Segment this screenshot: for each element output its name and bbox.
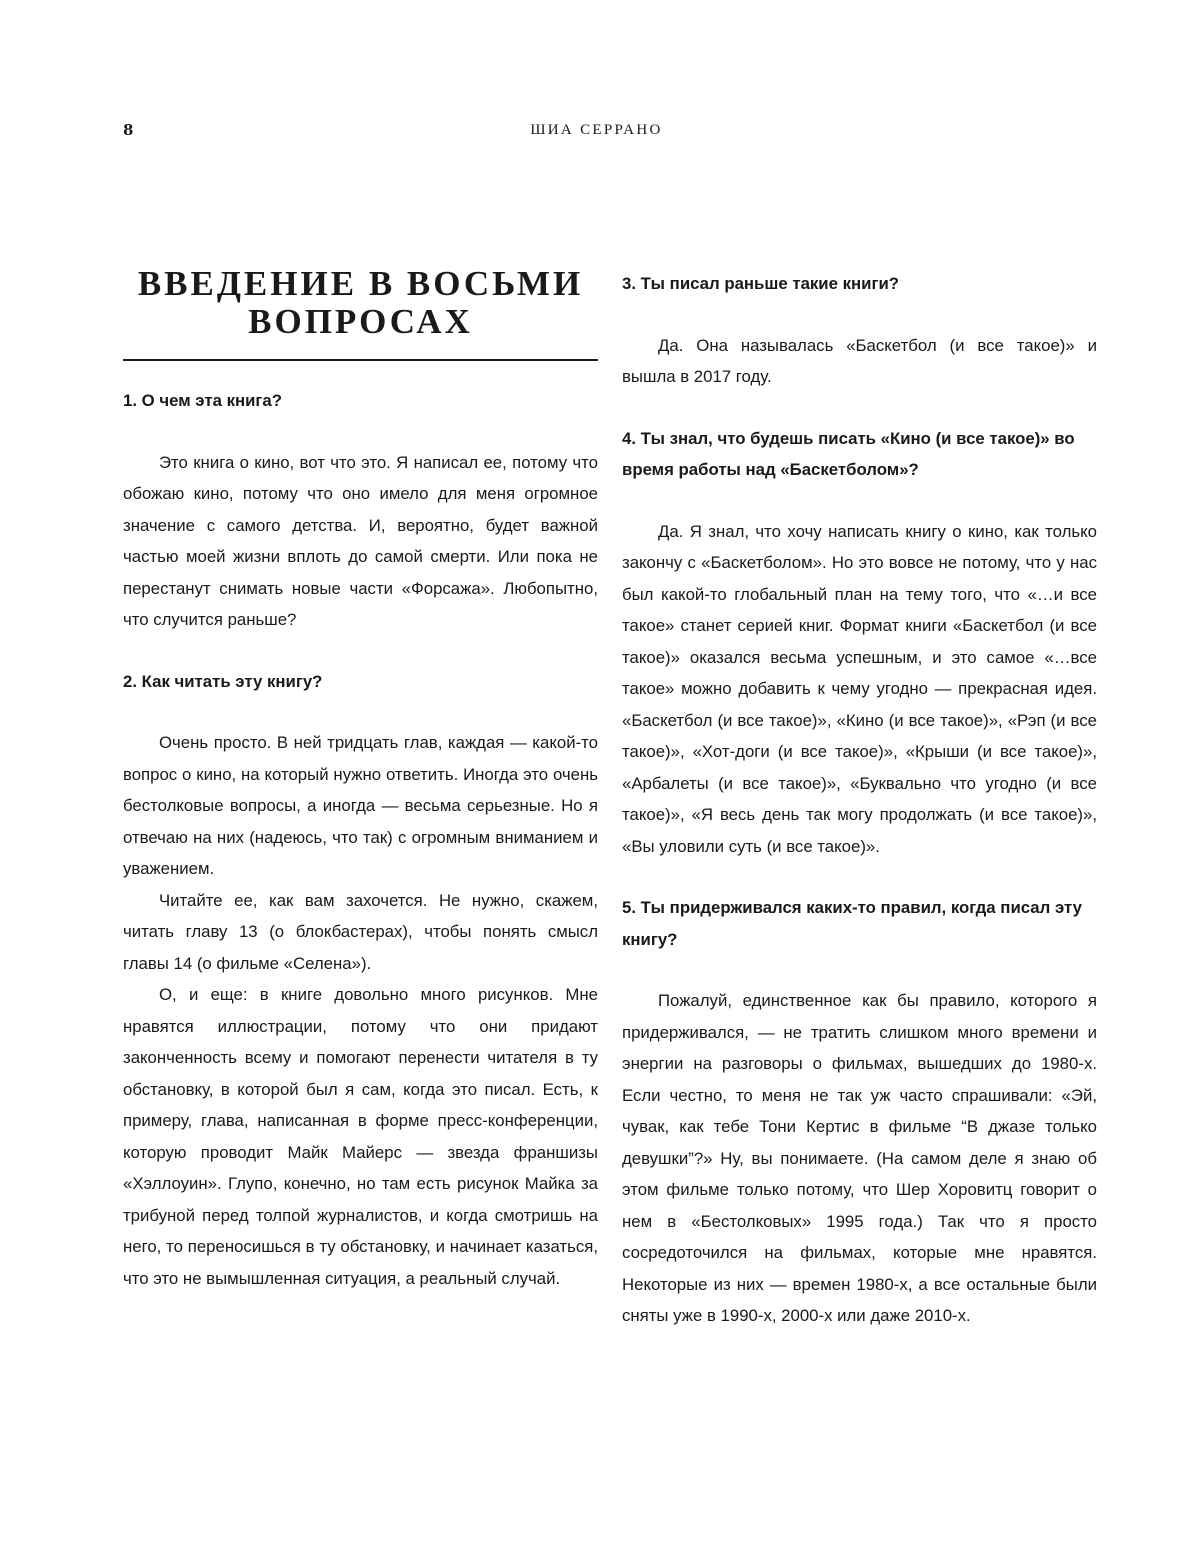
running-title-author: ШИА СЕРРАНО xyxy=(530,122,663,138)
question-heading: 4. Ты знал, что будешь писать «Кино (и все такое)» во время работы над «Баскетболом»? xyxy=(622,428,1075,479)
answer-paragraph: Да. Она называлась «Баскетбол (и все такое)» и вышла в 2017 году. xyxy=(622,335,1097,386)
title-rule xyxy=(123,359,598,361)
section-2 xyxy=(123,666,598,1295)
page-number: 8 xyxy=(123,121,134,139)
section-1 xyxy=(123,385,598,636)
answer-paragraph: О, и еще: в книге довольно много рисунков. Мне нравятся иллюстрации, потому что они придают законченность всему и помогают перенести читателя в ту обстановку, в которой был я сам, когда это писал. Есть, к примеру, глава, написанная в форме пресс-конференции, которую проводит Майк Майерс — звезда франшизы «Хэллоуин». Глупо, конечно, но там есть рисунок Майка за трибуной перед толпой журналистов, и когда смотришь на него, то переносишься в ту обстановку, и начинает казаться, что это не вымышленная ситуация, а реальный случай. xyxy=(123,985,598,1288)
section-3 xyxy=(622,268,1097,393)
answer-paragraph: Читайте ее, как вам захочется. Не нужно, скажем, читать главу 13 (о блокбастерах), чтобы понять смысл главы 14 (о фильме «Селена»). xyxy=(123,890,598,973)
chapter-title-line-1: ВВЕДЕНИЕ В ВОСЬМИ xyxy=(137,264,584,303)
question-heading: 3. Ты писал раньше такие книги? xyxy=(622,274,900,293)
right-column xyxy=(622,268,1097,1332)
running-header xyxy=(0,117,1193,143)
answer-paragraph: Да. Я знал, что хочу написать книгу о кино, как только закончу с «Баскетболом». Но это вовсе не потому, что у нас был какой-то глобальный план на тему того, что «…и все такое» станет серией книг. Формат книги «Баскетбол (и все такое)» оказался весьма успешным, и это самое «…все такое» можно добавить к чему угодно — прекрасная идея. «Баскетбол (и все такое)», «Кино (и все такое)», «Рэп (и все такое)», «Хот-доги (и все такое)», «Крыши (и все такое)», «Арбалеты (и все такое)», «Буквально что угодно (и все такое)», «Я весь день так могу продолжать (и все такое)», «Вы уловили суть (и все такое)». xyxy=(622,521,1097,856)
chapter-title-line-2: ВОПРОСАХ xyxy=(248,302,473,341)
section-4 xyxy=(622,423,1097,863)
answer-paragraph: Это книга о кино, вот что это. Я написал ее, потому что обожаю кино, потому что оно имело для меня огромное значение с самого детства. И, вероятно, будет важной частью моей жизни вплоть до самой смерти. Или пока не перестанут снимать новые части «Форсажа». Любопытно, что случится раньше? xyxy=(123,452,598,629)
chapter-title xyxy=(123,265,598,341)
section-5 xyxy=(622,892,1097,1332)
answer-paragraph: Пожалуй, единственное как бы правило, которого я придерживался, — не тратить слишком много времени и энергии на разговоры о фильмах, вышедших до 1980-х. Если честно, то меня не так уж часто спрашивали: «Эй, чувак, как тебе Тони Кертис в фильме “В джазе только девушки”?» Ну, вы понимаете. (На самом деле я знаю об этом фильме только потому, что Шер Хоровитц говорит о нем в «Бестолковых» 1995 года.) Так что я просто сосредоточился на фильмах, которые мне нравятся. Некоторые из них — времен 1980-х, а все остальные были сняты уже в 1990-х, 2000-х или даже 2010-х. xyxy=(622,991,1097,1325)
answer-paragraph: Очень просто. В ней тридцать глав, каждая — какой-то вопрос о кино, на который нужно ответить. Иногда это очень бестолковые вопросы, а иногда — весьма серьезные. Но я отвечаю на них (надеюсь, что так) с огромным вниманием и уважением. xyxy=(123,733,598,878)
question-heading: 5. Ты придерживался каких-то правил, когда писал эту книгу? xyxy=(622,898,1082,949)
left-column xyxy=(123,265,598,1294)
question-heading: 1. О чем эта книга? xyxy=(123,391,282,410)
question-heading: 2. Как читать эту книгу? xyxy=(123,671,323,691)
